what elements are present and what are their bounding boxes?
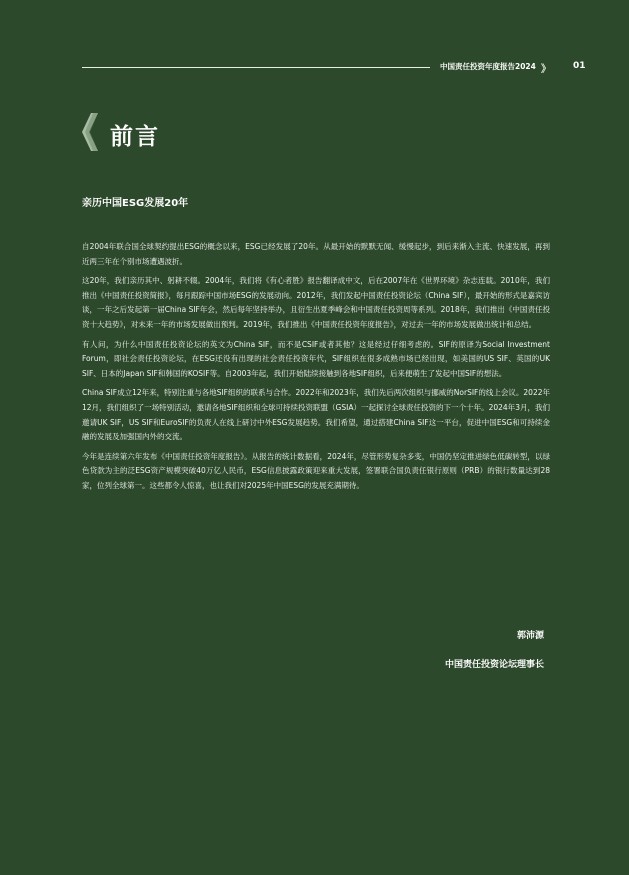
paragraph: China SIF成立12年来，特别注重与各地SIF组织的联系与合作。2022年和2023年，我们先后两次组织与挪威的NorSIF的线上会议。2022年12月，我们组织了一场特别活动，邀请各地SIF组织和全球可持续投资联盟（GSIA）一起探讨全球责任投资的下一个十年。2024年3月，我们邀请UK SIF，US SIF和EuroSIF的负责人在线上研讨中外ESG发展趋势。我们希望，通过搭建China SIF这一平台，促进中国ESG和可持续金融的发展及加强国内外的交流。 bbox=[82, 388, 550, 442]
body-text bbox=[82, 240, 550, 499]
section-subheading: 亲历中国ESG发展20年 bbox=[82, 198, 189, 209]
header-rule bbox=[82, 67, 430, 68]
paragraph: 这20年，我们亲历其中、躬耕不辍。2004年，我们将《有心者胜》报告翻译成中文，后在2007年在《世界环境》杂志连载。2010年，我们推出《中国责任投资简报》，每月跟踪中国市场ESG的发展动向。2012年，我们发起中国责任投资论坛（China SIF），最开始的形式是嘉宾访谈，一年之后发起第一届China SIF年会，然后每年坚持举办，且衍生出夏季峰会和中国责任投资周等系列。2018年，我们推出《中国责任投资十大趋势》，对未来一年的市场发展做出预判。2019年，我们推出《中国责任投资年度报告》，对过去一年的市场发展做出统计和总结。 bbox=[82, 276, 550, 329]
paragraph: 自2004年联合国全球契约提出ESG的概念以来，ESG已经发展了20年。从最开始的默默无闻、缓慢起步，到后来渐入主流、快速发展，再到近两三年在个别市场遭遇波折。 bbox=[82, 242, 550, 266]
signature-name: 郭沛源 bbox=[516, 631, 544, 641]
section-title: 前言 bbox=[110, 124, 160, 150]
page-number: 01 bbox=[573, 61, 586, 71]
signature-title: 中国责任投资论坛理事长 bbox=[444, 660, 544, 670]
chevron-left-icon bbox=[82, 113, 98, 151]
signature-block bbox=[445, 628, 544, 670]
report-title: 中国责任投资年度报告2024 bbox=[440, 62, 536, 71]
paragraph: 今年是连续第六年发布《中国责任投资年度报告》。从报告的统计数据看，2024年，尽管形势复杂多变，中国仍坚定推进绿色低碳转型，以绿色贷款为主的泛ESG资产规模突破40万亿人民币，ESG信息披露政策迎来重大发展，签署联合国负责任银行原则（PRB）的银行数量达到28家，位列全球第一。这些都令人惊喜，也让我们对2025年中国ESG的发展充满期待。 bbox=[82, 451, 550, 490]
paragraph: 有人问，为什么中国责任投资论坛的英文为China SIF，而不是CSIF或者其他？这是经过仔细考虑的。SIF的原译为Social Investment Forum，即社会责任投资论坛，在ESG还没有出现的社会责任投资年代，SIF组织在很多成熟市场已经出现，如美国的US SIF、英国的UK SIF、日本的Japan SIF和韩国的KOSIF等。自2003年起，我们开始陆续接触到各地SIF组织，后来便萌生了发起中国SIF的想法。 bbox=[82, 339, 550, 378]
header-chevron-icon: 》 bbox=[541, 64, 551, 75]
